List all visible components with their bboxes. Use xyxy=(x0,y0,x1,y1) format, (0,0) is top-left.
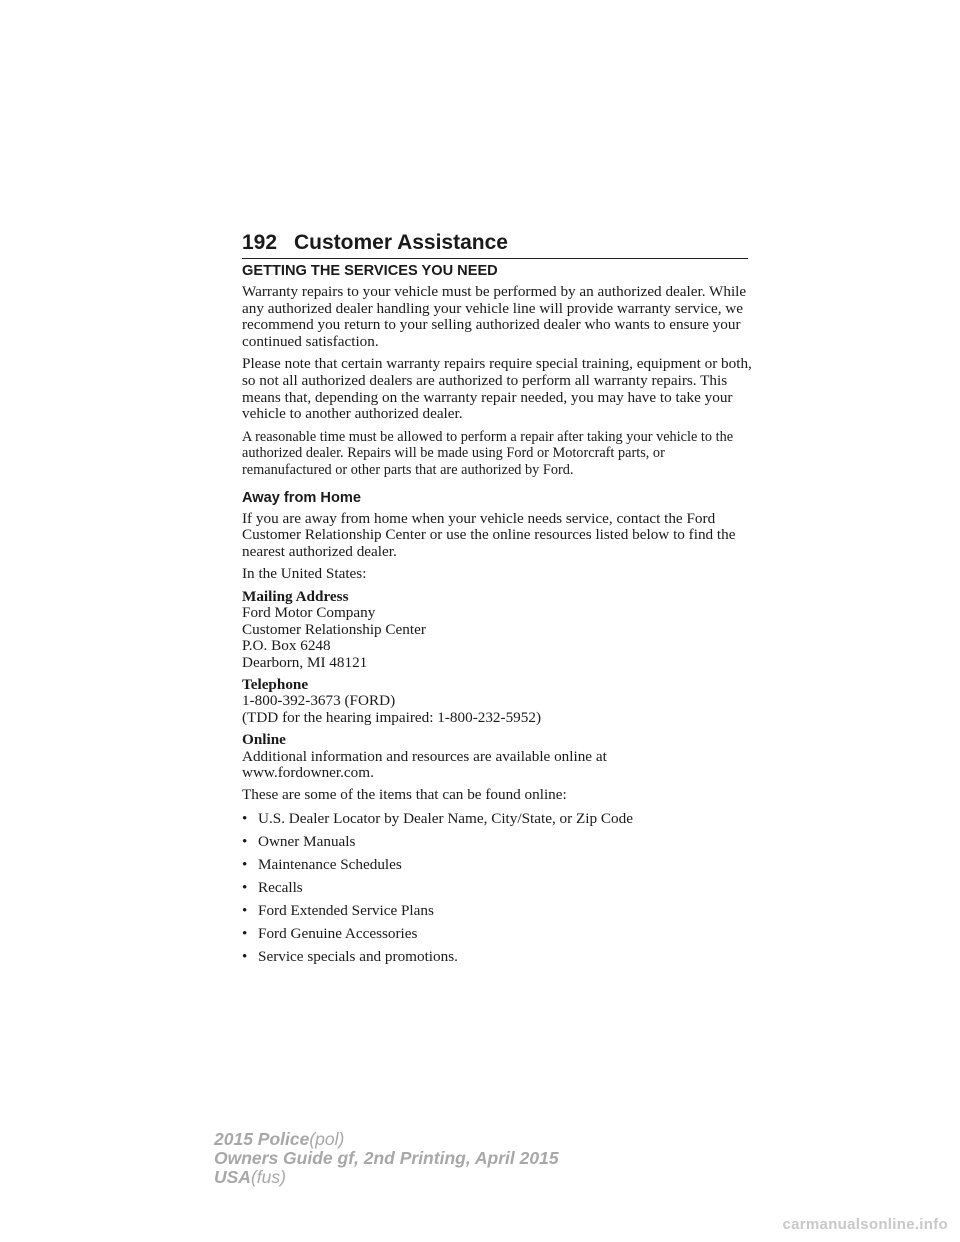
online-url: www.fordowner.com. xyxy=(242,763,374,781)
list-item: • Recalls xyxy=(242,878,303,896)
footer-market: USA xyxy=(214,1167,251,1187)
bullet-icon: • xyxy=(242,832,248,850)
bullet-icon: • xyxy=(242,901,248,919)
mailing-address-line: Customer Relationship Center xyxy=(242,620,426,638)
chapter-title: Customer Assistance xyxy=(294,231,508,254)
online-items-list xyxy=(242,810,752,965)
bullet-icon: • xyxy=(242,855,248,873)
list-item: • Owner Manuals xyxy=(242,832,356,850)
mailing-address-line: P.O. Box 6248 xyxy=(242,637,331,655)
telephone-line: (TDD for the hearing impaired: 1-800-232-5952) xyxy=(242,708,542,726)
telephone-label: Telephone xyxy=(242,675,309,693)
paragraph-away-from-home: If you are away from home when your vehicle needs service, contact the Ford Customer Relationship Center or use the online resources listed below to find the nearest authorized dealer. xyxy=(242,509,736,560)
paragraph-reasonable-time: A reasonable time must be allowed to perform a repair after taking your vehicle to the authorized dealer. Repairs will be made using Ford or Motorcraft parts, or remanufactured or other parts that are authorized by Ford. xyxy=(242,428,734,478)
bullet-icon: • xyxy=(242,878,248,896)
paragraph-united-states: In the United States: xyxy=(242,565,367,583)
section-heading-away: Away from Home xyxy=(242,489,361,506)
bullet-icon: • xyxy=(242,947,248,965)
mailing-address-block xyxy=(242,589,752,671)
list-item: • Maintenance Schedules xyxy=(242,855,402,873)
footer-model: 2015 Police xyxy=(214,1129,310,1149)
site-watermark: carmanualsonline.info xyxy=(782,1216,948,1233)
edition-footer xyxy=(214,1130,559,1187)
bullet-icon: • xyxy=(242,809,248,827)
page-number: 192 xyxy=(242,231,278,254)
mailing-address-line: Ford Motor Company xyxy=(242,604,376,622)
paragraph-warranty-repairs: Warranty repairs to your vehicle must be performed by an authorized dealer. While any authorized dealer handling your vehicle line will provide warranty service, we recommend you return to your selling authorized dealer who wants to ensure your continued satisfaction. xyxy=(242,283,747,350)
telephone-line: 1-800-392-3673 (FORD) xyxy=(242,692,396,710)
section-heading-services: GETTING THE SERVICES YOU NEED xyxy=(242,263,498,279)
page-content xyxy=(242,262,752,971)
paragraph-special-training: Please note that certain warranty repairs require special training, equipment or both, so not all authorized dealers are authorized to perform all warranty repairs. This means that, depending on the warranty repair needed, you may have to take your vehicle to another authorized dealer. xyxy=(242,355,752,423)
online-line: Additional information and resources are available online at xyxy=(242,747,607,765)
footer-market-code: (fus) xyxy=(250,1167,286,1187)
list-item: • Ford Genuine Accessories xyxy=(242,924,418,942)
list-item: • U.S. Dealer Locator by Dealer Name, City/State, or Zip Code xyxy=(242,809,633,827)
paragraph-list-intro: These are some of the items that can be found online: xyxy=(242,786,567,804)
footer-model-code: (pol) xyxy=(309,1129,345,1149)
online-label: Online xyxy=(242,731,286,749)
list-item: • Service specials and promotions. xyxy=(242,947,458,965)
telephone-block xyxy=(242,677,752,726)
mailing-address-label: Mailing Address xyxy=(242,587,349,605)
list-item: • Ford Extended Service Plans xyxy=(242,901,434,919)
bullet-icon: • xyxy=(242,924,248,942)
online-block xyxy=(242,732,752,781)
page-header xyxy=(242,228,748,259)
footer-printing: Owners Guide gf, 2nd Printing, April 2015 xyxy=(214,1148,559,1168)
mailing-address-line: Dearborn, MI 48121 xyxy=(242,653,368,671)
